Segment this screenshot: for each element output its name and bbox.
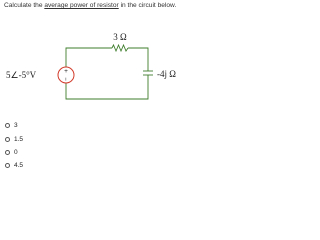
radio-button[interactable] — [5, 150, 10, 155]
question-underlined-phrase: average power of resistor — [44, 2, 119, 9]
question-prefix: Calculate the — [4, 2, 45, 9]
option-label: 3 — [14, 121, 18, 129]
capacitor-symbol — [143, 71, 153, 75]
answer-option-3[interactable] — [5, 148, 18, 156]
capacitor-label: -4j Ω — [157, 69, 176, 79]
answer-option-2[interactable] — [5, 135, 23, 143]
radio-button[interactable] — [5, 137, 10, 142]
wire-top-right — [128, 48, 148, 71]
circuit-diagram — [0, 0, 200, 174]
answer-option-4[interactable] — [5, 161, 23, 169]
option-label: 0 — [14, 148, 18, 156]
resistor-label: 3 Ω — [113, 32, 127, 42]
resistor-symbol — [112, 45, 128, 51]
radio-button[interactable] — [5, 123, 10, 128]
option-label: 1.5 — [14, 135, 24, 143]
question-suffix: in the circuit below. — [118, 2, 177, 9]
source-plus-sign: + — [64, 68, 68, 75]
wire-right-lower — [66, 75, 148, 99]
answer-option-1[interactable] — [5, 121, 18, 129]
source-minus-sign: − — [62, 77, 68, 81]
voltage-source-label: 5∠-5°V — [6, 70, 37, 80]
option-label: 4.5 — [14, 161, 24, 169]
radio-button[interactable] — [5, 163, 10, 168]
wire-top-left — [66, 48, 112, 52]
circuit-wires — [66, 48, 148, 99]
